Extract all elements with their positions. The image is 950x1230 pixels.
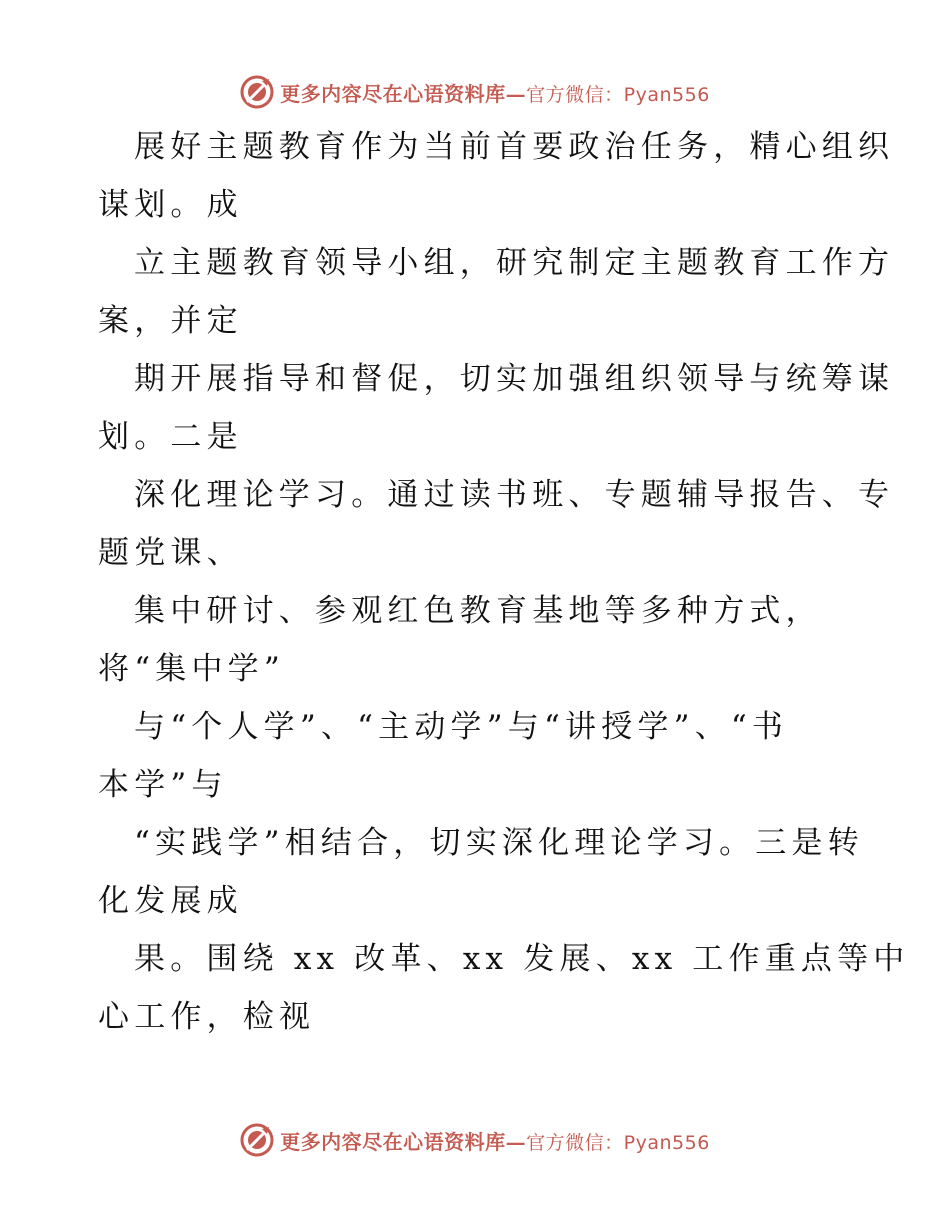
watermark-contact: 官方微信：Pyan556: [526, 83, 710, 106]
body-line: 化发展成: [98, 883, 243, 919]
body-line: “实践学”相结合，切实深化理论学习。三是转: [134, 825, 864, 861]
brand-logo-icon: [240, 75, 274, 109]
watermark-site-name: 更多内容尽在心语资料库: [280, 1129, 506, 1154]
body-line: 本学”与: [98, 767, 228, 803]
document-body: [98, 118, 910, 1046]
body-line: 谋划。成: [98, 187, 243, 223]
body-line: 期开展指导和督促，切实加强组织领导与统筹谋: [134, 361, 895, 397]
watermark-text: [280, 78, 710, 107]
body-line: 深化理论学习。通过读书班、专题辅导报告、专: [134, 477, 895, 513]
body-line: 心工作，检视: [98, 999, 316, 1035]
watermark-site-name: 更多内容尽在心语资料库: [280, 81, 506, 106]
header-watermark: [0, 72, 950, 112]
body-line: 立主题教育领导小组，研究制定主题教育工作方: [134, 245, 895, 281]
body-line: 集中研讨、参观红色教育基地等多种方式，: [134, 593, 822, 629]
body-line: 果。围绕 xx 改革、xx 发展、xx 工作重点等中: [134, 941, 910, 977]
brand-logo-icon: [240, 1123, 274, 1157]
body-line: 案，并定: [98, 303, 243, 339]
body-line: 题党课、: [98, 535, 243, 571]
body-line: 划。二是: [98, 419, 243, 455]
watermark-separator: —: [505, 81, 527, 106]
body-line: 与“个人学”、“主动学”与“讲授学”、“书: [134, 709, 789, 745]
body-line: 将“集中学”: [98, 651, 285, 687]
footer-watermark: [0, 1120, 950, 1160]
watermark-separator: —: [505, 1129, 527, 1154]
body-line: 展好主题教育作为当前首要政治任务，精心组织: [134, 129, 895, 165]
watermark-contact: 官方微信：Pyan556: [526, 1131, 710, 1154]
watermark-text: [280, 1126, 710, 1155]
